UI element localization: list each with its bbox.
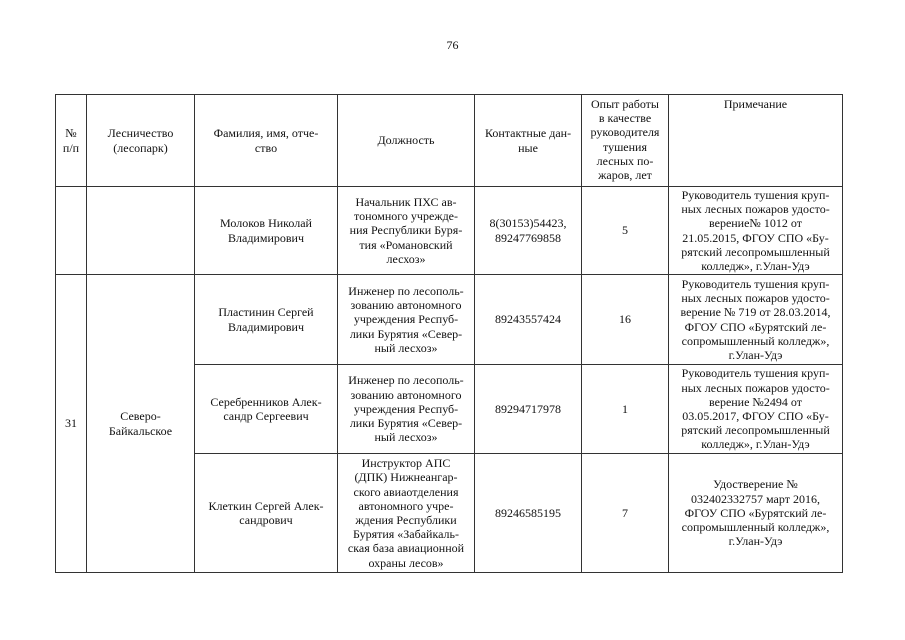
fire-managers-table xyxy=(55,94,843,573)
row-contacts: 89243557424 xyxy=(475,275,582,365)
header-name: Фамилия, имя, отче- ство xyxy=(195,95,338,187)
row-note: Руководитель тушения круп- ных лесных пожаров удосто- верение №2494 от 03.05.2017, ФГОУ СПО «Бу- рятский лесопромышленный колледж», г.Улан-Удэ xyxy=(669,365,843,454)
row-forestry-cell xyxy=(87,187,195,275)
row-name: Пластинин Сергей Владимирович xyxy=(195,275,338,365)
row-name: Клеткин Сергей Алек- сандрович xyxy=(195,454,338,573)
table-row xyxy=(56,187,843,275)
row-contacts: 8(30153)54423, 89247769858 xyxy=(475,187,582,275)
header-experience: Опыт работы в качестве руководителя тушения лесных по- жаров, лет xyxy=(582,95,669,187)
row-experience: 7 xyxy=(582,454,669,573)
row-experience: 1 xyxy=(582,365,669,454)
row-name: Серебренников Алек- сандр Сергеевич xyxy=(195,365,338,454)
row-num-cell xyxy=(56,187,87,275)
row-name: Молоков Николай Владимирович xyxy=(195,187,338,275)
row-position: Инструктор АПС (ДПК) Нижнеангар- ского авиаотделения автономного учре- ждения Республики Бурятия «Забайкаль- ская база авиационной охраны лесов» xyxy=(338,454,475,573)
row-position: Инженер по лесополь- зованию автономного учреждения Респуб- лики Бурятия «Север- ный лесхоз» xyxy=(338,365,475,454)
row-experience: 5 xyxy=(582,187,669,275)
group-num: 31 xyxy=(56,275,87,573)
group-forestry: Северо- Байкальское xyxy=(87,275,195,573)
row-contacts: 89246585195 xyxy=(475,454,582,573)
page-number: 76 xyxy=(446,38,459,52)
header-num: № п/п xyxy=(56,95,87,187)
header-note: Примечание xyxy=(669,95,843,187)
row-position: Начальник ПХС ав- тономного учрежде- ния Республики Буря- тия «Романовский лесхоз» xyxy=(338,187,475,275)
header-forestry: Лесничество (лесопарк) xyxy=(87,95,195,187)
row-position: Инженер по лесополь- зованию автономного учреждения Респуб- лики Бурятия «Север- ный лесхоз» xyxy=(338,275,475,365)
table-header-row xyxy=(56,95,843,187)
header-contacts: Контактные дан- ные xyxy=(475,95,582,187)
row-note: Руководитель тушения круп- ных лесных пожаров удосто- верение№ 1012 от 21.05.2015, ФГОУ СПО «Бу- рятский лесопромышленный колледж», г.Улан-Удэ xyxy=(669,187,843,275)
row-note: Руководитель тушения круп- ных лесных пожаров удосто- верение № 719 от 28.03.2014, ФГОУ СПО «Бурятский ле- сопромышленный колледж», г.Улан-Удэ xyxy=(669,275,843,365)
row-experience: 16 xyxy=(582,275,669,365)
row-note: Удостверение № 032402332757 март 2016, ФГОУ СПО «Бурятский ле- сопромышленный колледж», г.Улан-Удэ xyxy=(669,454,843,573)
header-position: Должность xyxy=(338,95,475,187)
table-row xyxy=(56,275,843,365)
row-contacts: 89294717978 xyxy=(475,365,582,454)
